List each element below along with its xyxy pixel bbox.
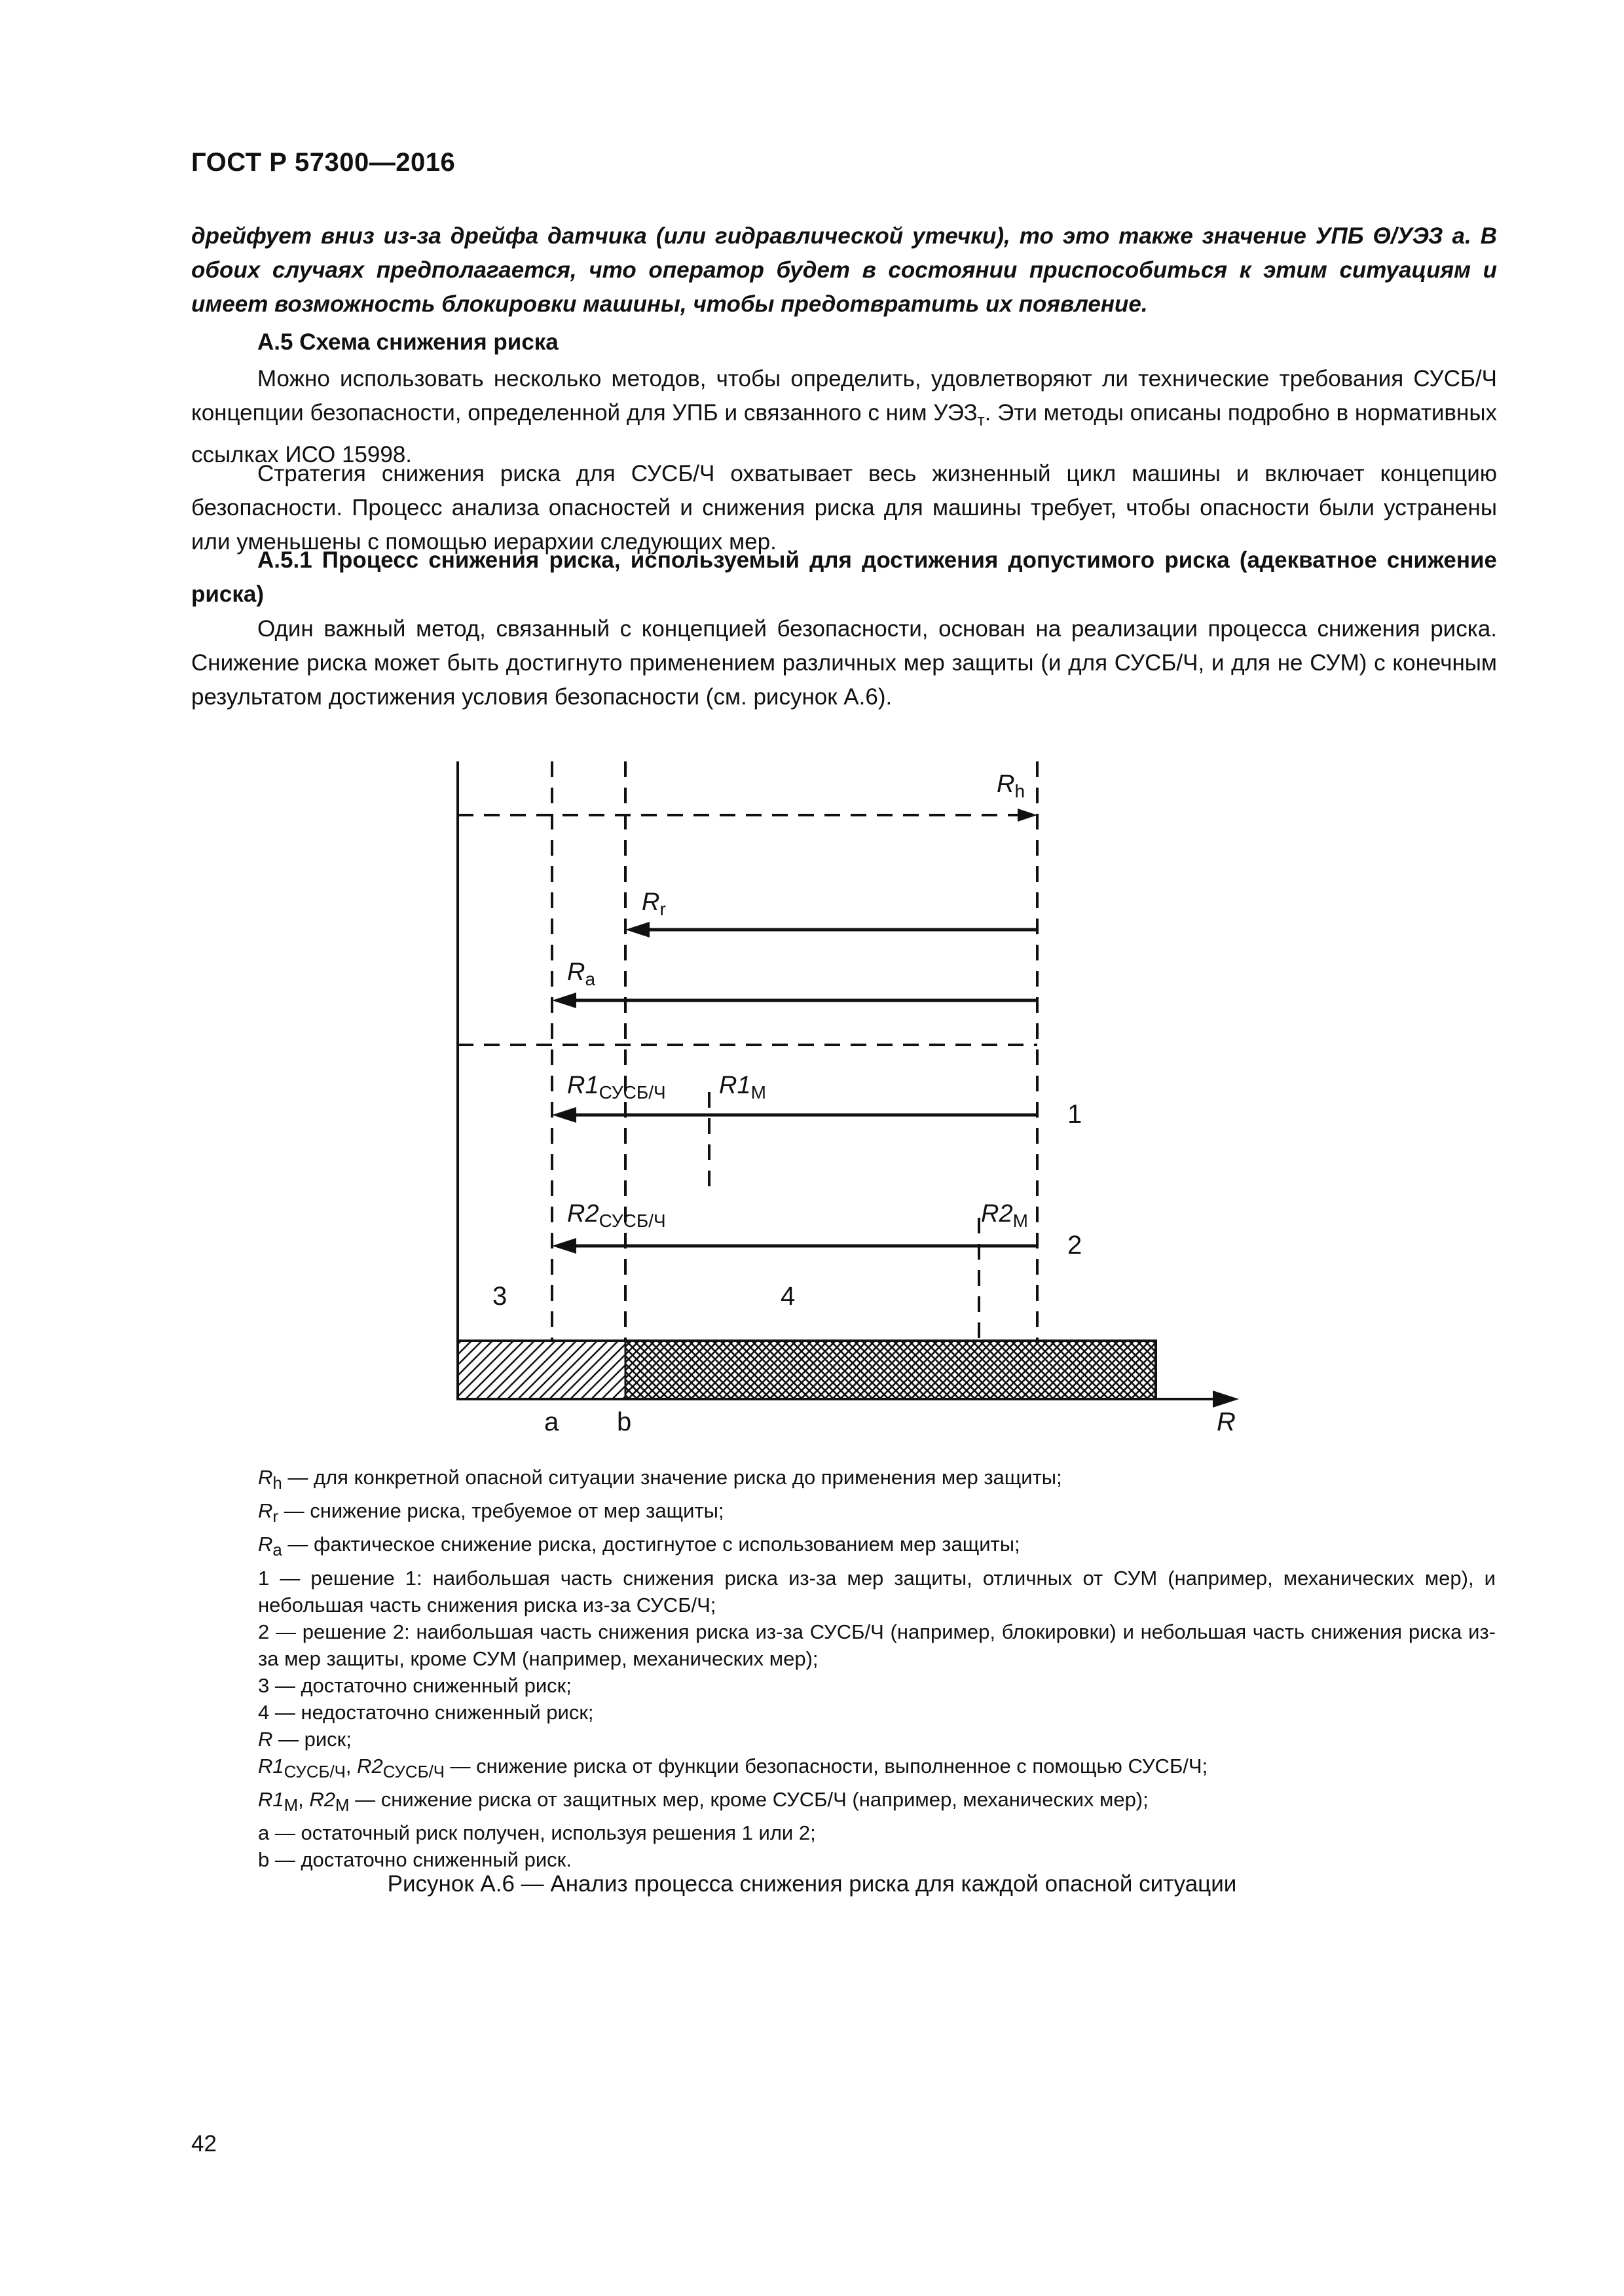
section-a5-p1-part2: . Эти методы описаны подробно в нормативных ссылках ИСО 15998. [191, 400, 1497, 467]
arrowhead-solution-1 [552, 1107, 576, 1123]
section-a5-heading: A.5 Схема снижения риска [257, 329, 559, 355]
legend-item-b: b — достаточно сниженный риск. [258, 1848, 572, 1871]
arrowhead-rr [625, 922, 650, 938]
section-a5-paragraph-2: Стратегия снижения риска для СУСБ/Ч охватывает весь жизненный цикл машины и включает концепцию безопасности. Процесс анализа опасностей и снижения риска для машины требует, чтобы опасности были устранены или уменьшены с помощью иерархии следующих мер. [191, 461, 1497, 555]
intro-paragraph: дрейфует вниз из-за дрейфа датчика (или гидравлической утечки), то это также значение УПБ Θ/УЭЗ a. В обоих случаях предполагается, что оператор будет в состоянии приспособиться к этим ситуациям и имеет возможность блокировки машины, чтобы предотвратить их появление. [191, 223, 1497, 317]
label-axis-r: R [1217, 1408, 1236, 1436]
legend-item-2: 2 — решение 2: наибольшая часть снижения риска из-за СУСБ/Ч (например, блокировки) и небольшая часть снижения риска из-за мер защиты, кроме СУМ (например, механических мер); [258, 1620, 1496, 1670]
sufficient-reduction-region [458, 1341, 625, 1399]
rh-arrowhead [1018, 809, 1037, 822]
label-r1-m: $R1_М$ [719, 1072, 766, 1102]
label-rr: $R_r$ [642, 888, 666, 919]
label-solution-1: 1 [1067, 1100, 1082, 1129]
page-number: 42 [191, 2131, 217, 2157]
document-code: ГОСТ Р 57300—2016 [191, 148, 456, 177]
legend-item-4: 4 — недостаточно сниженный риск; [258, 1700, 594, 1724]
section-a5-p1-subscript: т [977, 412, 985, 429]
section-a51-paragraph-1: Один важный метод, связанный с концепцией безопасности, основан на реализации процесса снижения риска. Снижение риска может быть достигнуто применением различных мер защиты (и для СУСБ/Ч, и для не СУМ) с конечным результатом достижения условия безопасности (см. рисунок А.6). [191, 616, 1497, 710]
label-solution-2: 2 [1067, 1231, 1082, 1260]
legend-item-1: 1 — решение 1: наибольшая часть снижения риска из-за мер защиты, отличных от СУМ (например, механических мер), и небольшая часть снижения риска из-за СУСБ/Ч; [258, 1566, 1496, 1616]
insufficient-reduction-region [625, 1341, 1156, 1399]
label-ra: $R_a$ [567, 958, 596, 989]
label-r2-m: $R2_М$ [981, 1200, 1028, 1231]
label-r2-susb: $R2_{СУСБ/Ч}$ [567, 1200, 666, 1231]
legend-item-ra: $R_a$ — фактическое снижение риска, достигнутое с использованием мер защиты; [258, 1533, 1020, 1560]
section-a5-p1-part1: Можно использовать несколько методов, чтобы определить, удовлетворяют ли технические требования СУСБ/Ч концепции безопасности, определенной для УПБ и связанного с ним УЭЗ [191, 366, 1497, 426]
legend-item-rh: $R_h$ — для конкретной опасной ситуации значение риска до применения мер защиты; [258, 1466, 1062, 1493]
legend-item-3: 3 — достаточно сниженный риск; [258, 1673, 572, 1697]
label-rh: $R_h$ [997, 771, 1025, 801]
figure-legend [258, 1464, 1496, 1873]
legend-item-a: a — остаточный риск получен, используя решения 1 или 2; [258, 1821, 816, 1844]
figure-caption: Рисунок А.6 — Анализ процесса снижения риска для каждой опасной ситуации [387, 1871, 1237, 1897]
legend-item-r-susb: $R1_{СУСБ/Ч}$, $R2_{СУСБ/Ч}$ — снижение риска от функции безопасности, выполненное с помощью СУСБ/Ч; [258, 1754, 1208, 1781]
legend-item-r: R — риск; [258, 1727, 352, 1751]
legend-item-r-m: $R1_М$, $R2_М$ — снижение риска от защитных мер, кроме СУСБ/Ч (например, механических мер); [258, 1787, 1149, 1815]
legend-item-rr: $R_r$ — снижение риска, требуемое от мер защиты; [258, 1499, 724, 1527]
section-a51-heading: A.5.1 Процесс снижения риска, используемый для достижения допустимого риска (адекватное снижение риска) [191, 547, 1497, 607]
arrowhead-solution-2 [552, 1238, 576, 1254]
label-region-4: 4 [781, 1282, 796, 1311]
label-r1-susb: $R1_{СУСБ/Ч}$ [567, 1072, 666, 1102]
label-point-a: a [544, 1408, 559, 1436]
arrowhead-ra [552, 993, 576, 1008]
label-point-b: b [617, 1408, 632, 1436]
label-region-3: 3 [492, 1282, 507, 1311]
x-axis-arrowhead [1213, 1391, 1239, 1408]
